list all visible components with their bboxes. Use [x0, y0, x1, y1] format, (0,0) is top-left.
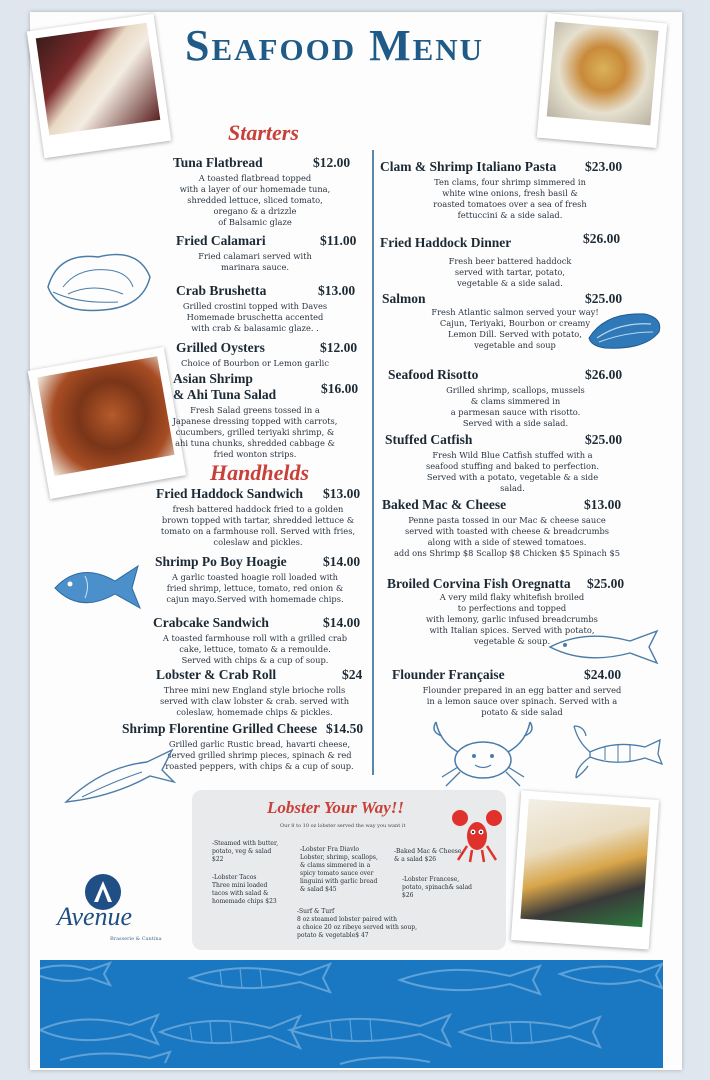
photo-lobster-platter	[511, 790, 659, 949]
item-description: Flounder prepared in an egg batter and served in a lemon sauce over spinach. Served with a potato & side salad	[422, 685, 622, 717]
fish-pattern-band	[40, 960, 663, 1068]
item-name: Fried Haddock Dinner	[380, 235, 512, 250]
item-description: A toasted farmhouse roll with a grilled crab cake, lettuce, tomato & a remoulde. Served with chips & a cup of soup.	[162, 633, 348, 665]
item-description: A garlic toasted hoagie roll loaded with fried shrimp, lettuce, tomato, red onion & cajun mayo.Served with homemade chips.	[166, 572, 344, 604]
menu-item-clam-shrimp-pasta	[380, 159, 630, 221]
item-name: Stuffed Catfish	[385, 432, 473, 447]
lobster-title: Lobster Your Way!!	[267, 798, 404, 817]
item-name: Salmon	[382, 291, 426, 306]
item-price: $26.00	[583, 231, 621, 246]
item-price: $23.00	[585, 159, 623, 174]
item-name: Asian Shrimp & Ahi Tuna Salad	[173, 371, 277, 402]
item-description: Three mini new England style brioche rolls served with claw lobster & crab. served with coleslaw, homemade chips & pickles.	[159, 685, 350, 717]
item-price: $25.00	[585, 291, 623, 306]
menu-item-asian-shrimp-salad	[150, 371, 360, 460]
item-name: Crab Brushetta	[176, 283, 267, 298]
oyster-sketch-icon	[38, 232, 158, 322]
item-price: $11.00	[320, 233, 357, 248]
lobster-subtitle: Our 8 to 10 oz lobster served the way you want it	[280, 823, 406, 829]
lobster-option: -Lobster Fra Diavlo Lobster, shrimp, scallops, & clams simmered in a spicy tomato sauce over linguini with garlic bread & salad $45	[300, 846, 378, 893]
menu-item-baked-mac-cheese	[382, 497, 632, 559]
menu-item-fried-haddock-dinner	[380, 231, 630, 289]
photo-flatbread	[27, 14, 172, 159]
item-name: Grilled Oysters	[176, 340, 265, 355]
fish-sketch-right-icon	[545, 627, 665, 667]
item-name: Fried Calamari	[176, 233, 266, 248]
item-name: Clam & Shrimp Italiano Pasta	[380, 159, 557, 174]
item-description: A very mild flaky whitefish broiled to perfections and topped with lemony, garlic infused breadcrumbs with Italian spices. Served with potato, vegetable & soup.	[426, 592, 598, 646]
lobster-your-way-box	[192, 790, 506, 950]
lobster-option: -Steamed with butter, potato, veg & salad $22	[212, 840, 279, 863]
item-price: $25.00	[587, 576, 625, 591]
item-description: Fresh beer battered haddock served with tartar, potato, vegetable & a side salad.	[448, 256, 572, 288]
menu-item-stuffed-catfish	[385, 432, 630, 494]
menu-item-tuna-flatbread	[150, 155, 360, 228]
menu-item-fried-calamari	[150, 233, 360, 273]
fish-blue-icon	[50, 556, 145, 616]
menu-item-lobster-crab-roll	[142, 667, 367, 718]
item-description: A toasted flatbread topped with a layer of our homemade tuna, shredded lettuce, sliced tomato, oregano & a drizzle of Balsamic glaze	[179, 173, 331, 227]
item-price: $16.00	[321, 381, 359, 396]
item-description: Choice of Bourbon or Lemon garlic	[181, 358, 329, 368]
item-name: Seafood Risotto	[388, 367, 479, 382]
lobster-option: -Lobster Francese, potato, spinach& salad $26	[402, 876, 473, 899]
item-description: Fresh Atlantic salmon served your way! Cajun, Teriyaki, Bourbon or creamy Lemon Dill. Served with potato, vegetable and soup	[431, 307, 599, 350]
item-price: $14.00	[323, 554, 361, 569]
item-description: Ten clams, four shrimp simmered in white wine onions, fresh basil & roasted tomatoes over a sea of fresh fettuccini & a side salad.	[433, 177, 587, 220]
item-name: Lobster & Crab Roll	[156, 667, 277, 682]
item-name: Shrimp Florentine Grilled Cheese	[122, 721, 318, 736]
item-name: Fried Haddock Sandwich	[156, 486, 304, 501]
menu-item-fried-haddock-sandwich	[148, 486, 368, 548]
item-price: $26.00	[585, 367, 623, 382]
menu-item-flounder-francaise	[392, 667, 632, 718]
item-description: fresh battered haddock fried to a golden brown topped with tartar, shredded lettuce & tomato on a farmhouse roll. Served with fries, coleslaw and pickles.	[160, 504, 356, 547]
crab-sketch-icon	[428, 712, 538, 797]
item-name: Flounder Française	[392, 667, 505, 682]
item-price: $14.00	[323, 615, 361, 630]
menu-item-shrimp-po-boy	[145, 554, 365, 605]
item-price: $25.00	[585, 432, 623, 447]
item-name: Tuna Flatbread	[173, 155, 263, 170]
logo-tagline: Brasserie & Cantina	[110, 936, 162, 942]
item-price: $13.00	[323, 486, 361, 501]
lobster-sketch-icon	[570, 712, 665, 782]
photo-shrimp-pasta	[537, 13, 667, 148]
fish-sketch-left-icon	[62, 742, 182, 817]
item-name: Shrimp Po Boy Hoagie	[155, 554, 287, 569]
lobster-option: -Baked Mac & Cheese, & a salad $26	[394, 848, 464, 863]
item-description: Penne pasta tossed in our Mac & cheese sauce served with toasted with cheese & breadcrumbs along with a side of stewed tomatoes. add ons Shrimp $8 Scallop $8 Chicken $5 Spinach $5	[393, 515, 621, 558]
item-price: $24.00	[584, 667, 622, 682]
item-price: $13.00	[318, 283, 356, 298]
item-description: Grilled crostini topped with Daves Homemade bruschetta accented with crab & balasamic glaze. .	[182, 301, 328, 333]
item-description: Fresh Wild Blue Catfish stuffed with a seafood stuffing and baked to perfection. Served with a potato, vegetable & a side salad.	[425, 450, 600, 493]
menu-item-grilled-oysters	[150, 340, 360, 369]
item-price: $13.00	[584, 497, 622, 512]
item-name: Crabcake Sandwich	[153, 615, 269, 630]
item-price: $14.50	[326, 721, 364, 736]
item-description: Grilled shrimp, scallops, mussels & clams simmered in a parmesan sauce with risotto. Served with a side salad.	[446, 385, 585, 428]
item-description: Fresh Salad greens tossed in a Japanese dressing topped with carrots, cucumbers, grilled teriyaki shrimp, & ahi tuna chunks, shredded cabbage & fried wonton strips.	[172, 405, 338, 459]
menu-item-crabcake-sandwich	[145, 615, 365, 666]
menu-item-seafood-risotto	[388, 367, 628, 429]
lobster-option: -Lobster Tacos Three mini loaded tacos with salad & homemade chips $23	[212, 874, 277, 905]
item-name: Broiled Corvina Fish Oregnatta	[387, 576, 571, 591]
column-divider	[372, 150, 374, 775]
item-description: Grilled garlic Rustic bread, havarti cheese, served grilled shrimp pieces, spinach & red roasted peppers, with chips & a cup of soup.	[165, 739, 354, 771]
item-price: $24	[342, 667, 363, 682]
handhelds-heading: Handhelds	[210, 460, 310, 485]
starters-heading: Starters	[228, 120, 299, 145]
item-price: $12.00	[313, 155, 351, 170]
avenue-logo	[55, 874, 165, 949]
item-price: $12.00	[320, 340, 358, 355]
menu-title: Seafood Menu	[185, 21, 485, 70]
item-name: Baked Mac & Cheese	[382, 497, 507, 512]
lobster-option: -Surf & Turf 8 oz steamed lobster paired with a choice 20 oz ribeye served with soup, potato & vegetable$ 47	[297, 908, 418, 939]
item-description: Fried calamari served with marinara sauce.	[198, 251, 312, 272]
logo-name: Avenue	[57, 902, 133, 931]
menu-item-crab-brushetta	[150, 283, 360, 334]
mussel-sketch-icon	[585, 308, 665, 354]
fish-pattern-icon	[40, 960, 663, 1068]
